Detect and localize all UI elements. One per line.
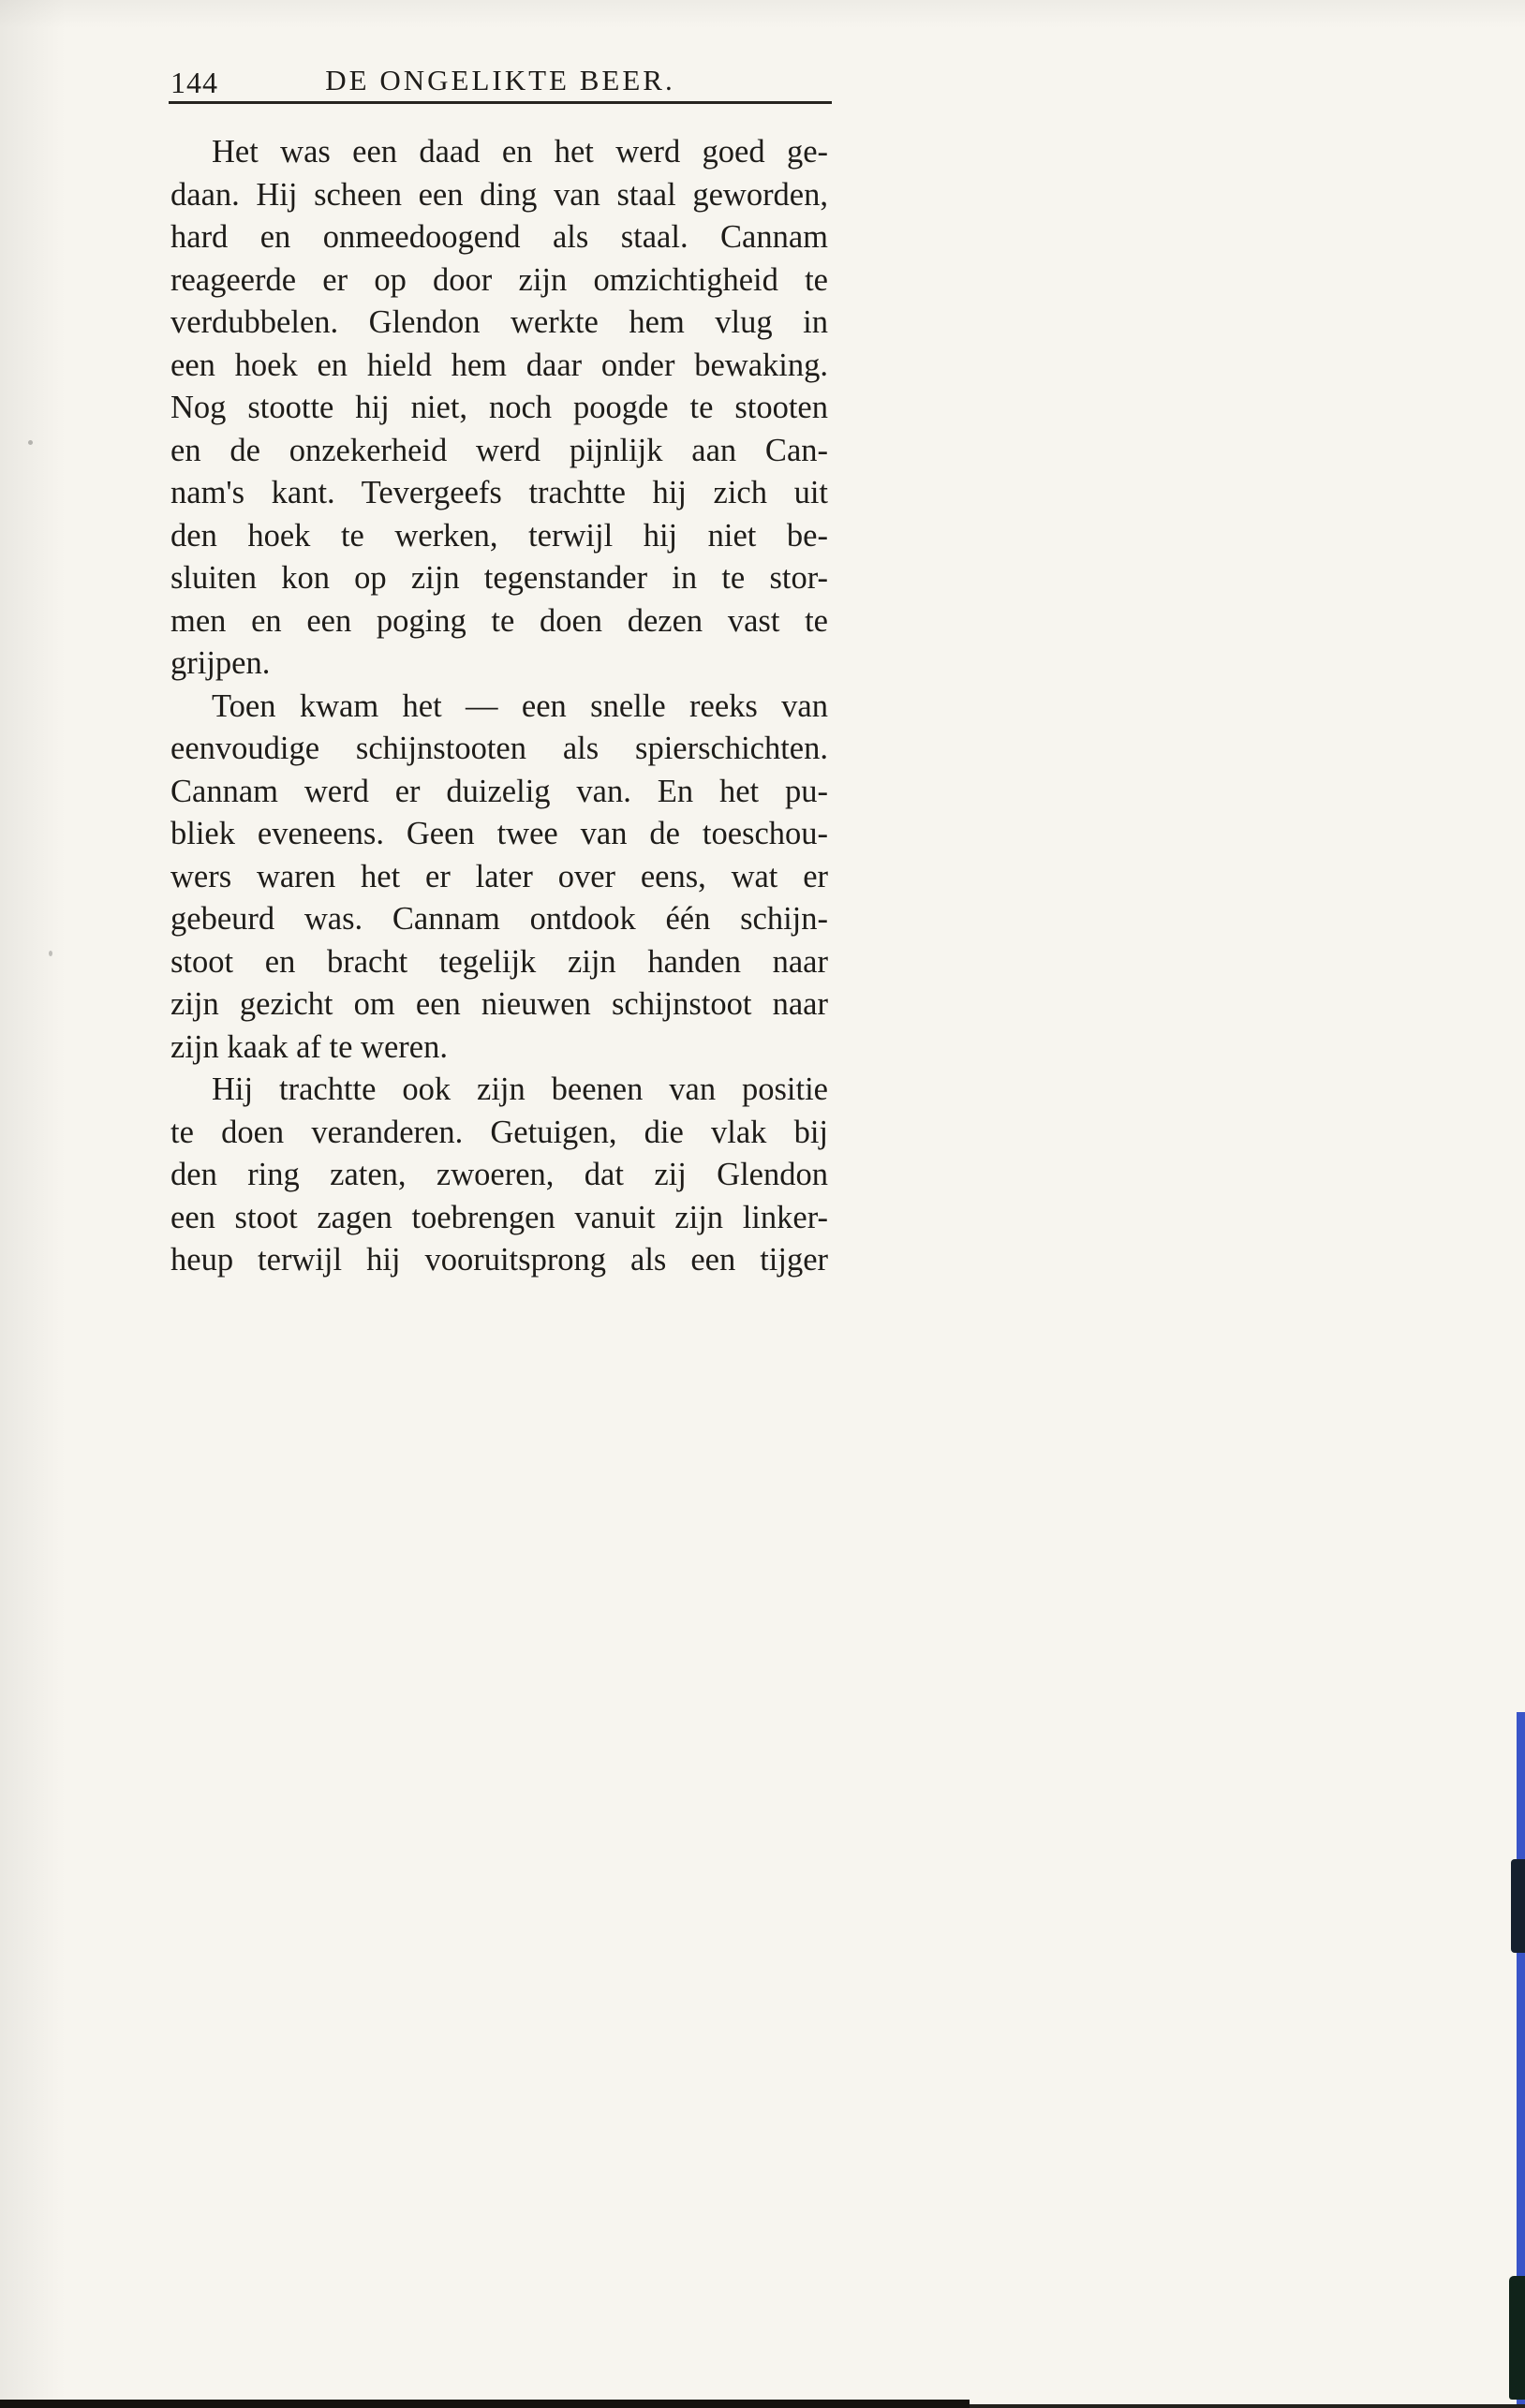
text-line: Toen kwam het — een snelle reeks van <box>212 687 828 724</box>
text-line: Hij trachtte ook zijn beenen van positie <box>212 1071 828 1107</box>
text-line: Het was een daad en het werd goed ge- <box>212 134 828 170</box>
text-line: te doen veranderen. Getuigen, die vlak bij <box>170 1114 828 1150</box>
text-line: zijn kaak af te weren. <box>170 1028 448 1065</box>
text-line: hard en onmeedoogend als staal. Cannam <box>170 219 828 255</box>
text-line: grijpen. <box>170 645 271 681</box>
scan-artifact-bottom-bar <box>0 2400 970 2408</box>
text-line: nam's kant. Tevergeefs trachtte hij zich uit <box>170 475 828 510</box>
text-line: zijn gezicht om een nieuwen schijnstoot naar <box>170 986 828 1022</box>
running-title: DE ONGELIKTE BEER. <box>325 64 675 96</box>
scan-artifact-bottom-edge <box>0 2404 1525 2408</box>
text-line: eenvoudige schijnstooten als spierschichten. <box>170 731 828 766</box>
text-line: den ring zaten, zwoeren, dat zij Glendon <box>170 1157 828 1192</box>
page-number: 144 <box>170 66 218 99</box>
text-line: gebeurd was. Cannam ontdook één schijn- <box>170 901 828 937</box>
text-line: heup terwijl hij vooruitsprong als een tijger <box>170 1242 828 1278</box>
text-line: verdubbelen. Glendon werkte hem vlug in <box>170 304 828 340</box>
text-line: een hoek en hield hem daar onder bewaking. <box>170 347 828 383</box>
scan-artifact-dark-blob <box>1511 1859 1525 1953</box>
text-line: wers waren het er later over eens, wat er <box>170 858 828 894</box>
text-line: reageerde er op door zijn omzichtigheid te <box>170 261 828 298</box>
text-line: Nog stootte hij niet, noch poogde te stooten <box>170 390 828 425</box>
text-line: daan. Hij scheen een ding van staal geworden, <box>170 176 828 213</box>
scan-artifact-blue-strip <box>1517 1712 1525 2408</box>
header-rule <box>169 101 832 104</box>
scan-artifact-dark-blob <box>1509 2276 1525 2400</box>
scan-artifact-speck <box>49 951 52 956</box>
text-line: den hoek te werken, terwijl hij niet be- <box>170 517 828 554</box>
text-line: een stoot zagen toebrengen vanuit zijn linker- <box>170 1199 828 1235</box>
scan-edge-shading <box>0 0 66 2408</box>
text-line: bliek eveneens. Geen twee van de toeschou- <box>170 816 828 851</box>
text-line: sluiten kon op zijn tegenstander in te stor- <box>170 560 828 596</box>
scan-artifact-speck <box>28 440 33 445</box>
text-line: men en een poging te doen dezen vast te <box>170 602 828 639</box>
text-line: Cannam werd er duizelig van. En het pu- <box>170 773 828 809</box>
text-line: stoot en bracht tegelijk zijn handen naar <box>170 943 828 980</box>
body-text <box>170 131 828 1282</box>
scan-edge-shading-top <box>0 0 1525 28</box>
text-line: en de onzekerheid werd pijnlijk aan Can- <box>170 432 828 468</box>
